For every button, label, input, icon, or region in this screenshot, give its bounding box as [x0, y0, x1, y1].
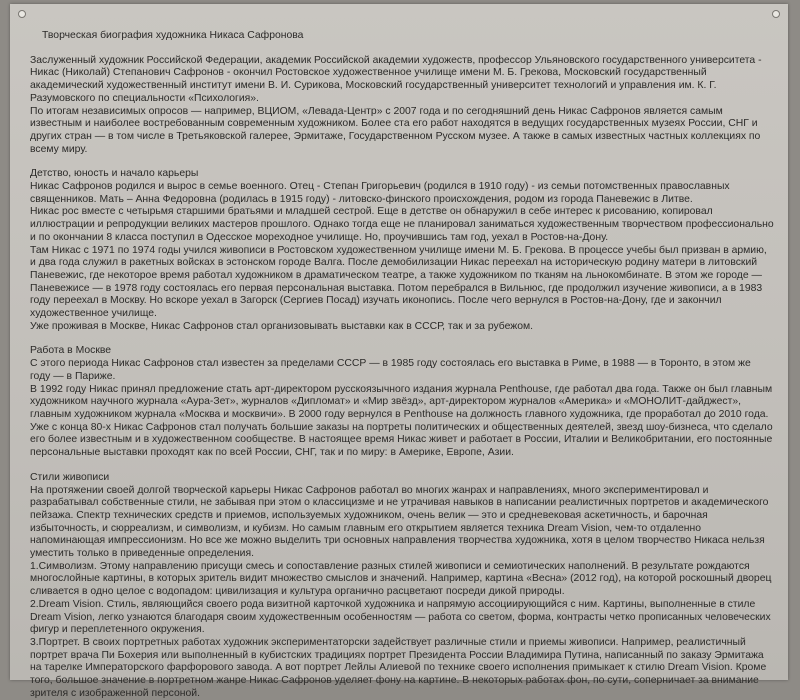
section-paragraph: 1.Символизм. Этому направлению присущи смесь и сопоставление разных стилей живописи и семиотических наполнений. В результате рождаются многослойные картины, в которых зритель видит множество смыслов и значений. Например, картина «Весна» (2012 год), на которой роскошный дворец сливается в одно целое с водопадом: цивилизация и культура органично расцветают посреди дикой природы. [30, 560, 772, 598]
document-body [30, 30, 774, 700]
section-paragraph: С этого периода Никас Сафронов стал известен за пределами СССР — в 1985 году состоялась его выставка в Риме, в 1988 — в Торонто, в этом же году — в Париже. [30, 358, 751, 382]
section-paragraph: 3.Портрет. В своих портретных работах художник экспериментаторски задействует различные стили и приемы живописи. Например, реалистичный портрет врача Пи Бохерия или выполненный в кубистских традициях портрет Президента России Владимира Путина, написанный по заказу Эрмитажа на тарелке Императорского фарфорового завода. А вот портрет Лейлы Алиевой по технике своего исполнения примыкает к стилю Dream Vision. Кроме того, большое значение в портретном жанре Никас Сафронов уделяет фону на картине. В некоторых работах фон, по сути, соперничает за внимание зрителя с изображенной персоной. [30, 636, 767, 699]
section-paragraph: Там Никас с 1971 по 1974 годы учился живописи в Ростовском художественном училище имени М. Б. Грекова. В процессе учебы был призван в армию, и два года служил в ракетных войсках в эстонском городе Валга. После демобилизации Никас переехал на историческую родину матери в литовский Паневежис, где некоторое время работал художником в драматическом театре, а также художником по тканям на льнокомбинате. В этом же городе — Паневежисе — в 1978 году состоялась его первая персональная выставка. Потом перебрался в Вильнюс, где продолжил изучение живописи, а в 1983 году переехал в Москву. Но вскоре уехал в Загорск (Сергиев Посад) изучать иконопись. После чего вернулся в Ростов-на-Дону, где и закончил художественное училище. [30, 244, 767, 320]
document-sheet [10, 4, 788, 699]
section-paragraph: На протяжении своей долгой творческой карьеры Никас Сафронов работал во многих жанрах и направлениях, много экспериментировал и разрабатывал собственные стили, не забывая при этом о классицизме и не утрачивая навыков в написании реалистичных портретов и академического пейзажа. Спектр технических средств и приемов, используемых художником, очень велик — это и средневековая аскетичность, и барочная избыточность, и сюрреализм, и символизм, и кубизм. Но самым главным его открытием является техника Dream Vision, чем-то отдаленно напоминающая импрессионизм. Но все же можно выделить три основных направления творчества художника, хотя в целом творчество Никаса нельзя уместить только в приведенные определения. [30, 484, 769, 560]
section-heading-styles: Стили живописи [30, 471, 110, 483]
section-paragraph: Никас рос вместе с четырьмя старшими братьями и младшей сестрой. Еще в детстве он обнаружил в себе интерес к рисованию, копировал иллюстрации и репродукции великих мастеров прошлого. Однако тогда еще не планировал заниматься художественным творчеством профессионально и по окончании 8 класса поступил в Одесское мореходное училище. Но, проучившись там год, уехал в Ростов-на-Дону. [30, 206, 774, 243]
pin-icon [18, 10, 26, 18]
intro-paragraph: Заслуженный художник Российской Федерации, академик Российской академии художеств, профессор Ульяновского государственного университета - Никас (Николай) Степанович Сафронов - окончил Ростовское художественное училище имени М. Б. Грекова, Московский государственный академический художественный институт имени В. И. Сурикова, Московский государственный университет технологий и управления им. К. Г. Разумовского по специальности «Психология». [30, 54, 762, 104]
document-title: Творческая биография художника Никаса Сафронова [42, 30, 304, 41]
section-paragraph: 2.Dream Vision. Стиль, являющийся своего рода визитной карточкой художника и напрямую ассоциирующийся с ним. Картины, выполненные в стиле Dream Vision, легко узнаются благодаря своим художественным особенностям — работа со светом, форма, контрасты четко прописанных человеческих фигур и переплетенного окружения. [30, 598, 771, 636]
intro-paragraph: По итогам независимых опросов — например, ВЦИОМ, «Левада-Центр» с 2007 года и по сегодняшний день Никас Сафронов является самым известным и наиболее востребованным современным художником. Более ста его работ находятся в ведущих государственных музеях России, СНГ и других стран — в том числе в Третьяковской галерее, Эрмитаже, Государственном Русском музее. А также в самых известных частных коллекциях по всему миру. [30, 105, 761, 155]
pin-icon [772, 10, 780, 18]
section-heading-moscow: Работа в Москве [30, 345, 112, 357]
section-paragraph: В 1992 году Никас принял предложение стать арт-директором русскоязычного издания журнала Penthouse, где работал два года. Также он был главным художником научного журнала «Аура-Зет», журналов «Дипломат» и «Мир звёзд», арт-директором журналов «Америка» и «МОНОЛИТ-дайджест», главным художником журнала «Москва и москвичи». В 2000 году вернулся в Penthouse на должность главного художника, где проработал до 2010 года. Уже с конца 80-х Никас Сафронов стал получать большие заказы на портреты политических и общественных деятелей, звезд шоу-бизнеса, что сделало его более известным и в художественном сообществе. В настоящее время Никас живет и работает в России, Италии и Великобритании, его постоянные персональные выставки проходят как по всей России, СНГ, так и по миру: в Америке, Европе, Азии. [30, 383, 773, 459]
section-paragraph: Никас Сафронов родился и вырос в семье военного. Отец - Степан Григорьевич (родился в 1910 году) - из семьи потомственных православных священников. Мать – Анна Федоровна (родилась в 1915 году) - литовско-финского происхождения, родом из города Паневежис в Литве. [30, 181, 730, 205]
section-paragraph: Уже проживая в Москве, Никас Сафронов стал организовывать выставки как в СССР, так и за рубежом. [30, 320, 534, 332]
section-heading-childhood: Детство, юность и начало карьеры [30, 168, 199, 180]
